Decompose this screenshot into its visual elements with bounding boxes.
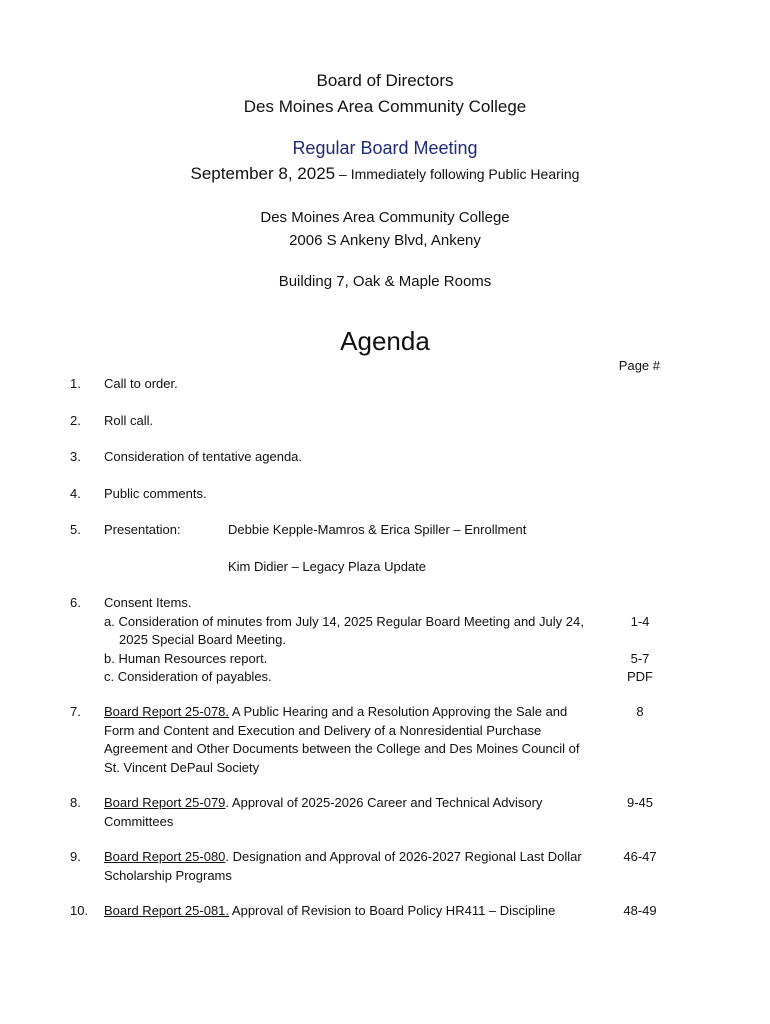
location-line-1: Des Moines Area Community College bbox=[260, 209, 510, 226]
agenda-title: Agenda bbox=[340, 326, 430, 356]
item-number: 5. bbox=[70, 522, 81, 537]
org-line-1: Board of Directors bbox=[316, 71, 454, 90]
meeting-date-note: – Immediately following Public Hearing bbox=[335, 166, 580, 182]
consent-item-b: b. Human Resources report. bbox=[104, 650, 268, 666]
page-ref: 5-7 bbox=[630, 650, 650, 666]
consent-item-c: c. Consideration of payables. bbox=[104, 669, 272, 684]
page-ref: 46-47 bbox=[623, 849, 657, 864]
presenter-2: Kim Didier – Legacy Plaza Update bbox=[228, 559, 426, 574]
board-report-link[interactable]: Board Report 25-078. bbox=[104, 704, 230, 719]
item-text: Call to order. bbox=[104, 376, 178, 391]
consent-item-a: a. Consideration of minutes from July 14, 2025 Regular Board Meeting and July 24, 2025 Special Board Meeting. bbox=[104, 613, 584, 647]
page-ref: PDF bbox=[627, 669, 653, 684]
item-number: 9. bbox=[70, 849, 81, 864]
meeting-title: Regular Board Meeting bbox=[292, 138, 478, 158]
item-text: A Public Hearing and a Resolution Approving the Sale and Form and Content and Execution and Delivery of a Nonresidential Purchase Agreement and Other Documents between the College and Des Moines Council of St. Vincent DePaul Society bbox=[104, 704, 580, 775]
item-number: 3. bbox=[70, 449, 81, 464]
item-text: . Approval of 2025-2026 Career and Technical Advisory Committees bbox=[104, 795, 543, 829]
org-line-2: Des Moines Area Community College bbox=[243, 97, 527, 116]
page-ref: 9-45 bbox=[626, 795, 654, 810]
item-number: 1. bbox=[70, 376, 81, 391]
board-report-link[interactable]: Board Report 25-079 bbox=[104, 795, 226, 810]
item-number: 4. bbox=[70, 486, 81, 501]
page-ref: 8 bbox=[636, 704, 644, 719]
page-ref: 48-49 bbox=[623, 903, 657, 918]
board-report-link[interactable]: Board Report 25-081. bbox=[104, 903, 230, 918]
meeting-location bbox=[0, 206, 770, 252]
page-number-header: Page # bbox=[618, 358, 660, 373]
item-number: 10. bbox=[70, 903, 89, 918]
item-text: Public comments. bbox=[104, 486, 207, 501]
presenter-1: Debbie Kepple-Mamros & Erica Spiller – Enrollment bbox=[228, 522, 527, 537]
item-text: . Designation and Approval of 2026-2027 Regional Last Dollar Scholarship Programs bbox=[104, 849, 582, 883]
item-number: 6. bbox=[70, 595, 81, 610]
meeting-date: September 8, 2025 bbox=[190, 164, 336, 183]
location-line-2: 2006 S Ankeny Blvd, Ankeny bbox=[289, 232, 481, 249]
item-text: Roll call. bbox=[104, 413, 154, 428]
meeting-room: Building 7, Oak & Maple Rooms bbox=[278, 273, 492, 290]
item-text: Approval of Revision to Board Policy HR411 – Discipline bbox=[229, 903, 556, 918]
item-number: 2. bbox=[70, 413, 81, 428]
presentation-label: Presentation: bbox=[104, 522, 181, 537]
page-ref: 1-4 bbox=[630, 613, 650, 629]
board-header bbox=[0, 68, 770, 120]
item-number: 8. bbox=[70, 795, 81, 810]
item-text: Consent Items. bbox=[104, 595, 192, 610]
board-report-link[interactable]: Board Report 25-080 bbox=[104, 849, 226, 864]
meeting-date-line bbox=[0, 164, 770, 184]
item-text: Consideration of tentative agenda. bbox=[104, 449, 303, 464]
item-number: 7. bbox=[70, 704, 81, 719]
